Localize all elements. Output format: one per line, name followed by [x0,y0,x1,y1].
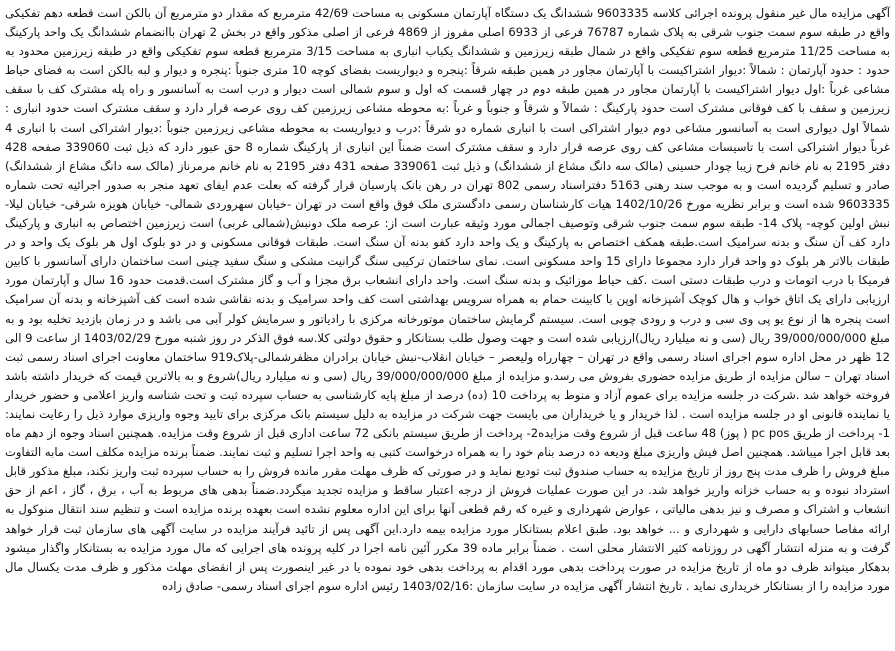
auction-notice-text: آگهی مزایده مال غیر منقول پرونده اجرائی کلاسه 9603335 ششدانگ یک دستگاه آپارتمان مسکونی به مساحت 42/69 مترمربع که مقدار دو مترمربع آن بالکن است قطعه دهم تفکیکی واقع در طبقه سوم سمت جنوب شرقی به پلاک شماره 76787 فرعی از 6933 اصلی مفروز از 4869 فرعی از اصلی مذکور واقع در بخش 2 تهران باانضمام ششدانگ یک واحد پارکینگ به مساحت 11/25 مترمربع قطعه سوم تفکیکی واقع در شمال طبقه زیرزمین و ششدانگ یکباب انباری به مساحت 3/15 مترمربع قطعه سوم تفکیکی واقع در طبقه زیرزمین محدود به حدود : حدود آپارتمان : شمالاً :دیوار اشتراکیست با آپارتمان مجاور در همین طبقه شرقاً :پنجره و دیواریست بفضای کوچه 10 متری جنوباً :پنجره و دیوار و لبه بالکن است به فضای حیاط مشاعی غرباً :اول دیوار اشتراکیست با آپارتمان مجاور در همین طبقه دوم در چهار قسمت که اول و سوم شمالی است دیوار و درب است به آسانسور و راه پله مشترک کف با سقف زیرزمین و سقف با کف فوقانی مشترک است حدود پارکینگ : شمالاً و شرقاً و جنوباً و غرباً :به محوطه مشاعی زیرزمین کف روی عرصه قرار دارد و سقف مشترک است حدود انباری : شمالاً اول دیواری است به آسانسور مشاعی دوم دیوار اشتراکی است با انباری شماره دو شرقاً :درب و دیواریست به محوطه مشاعی زیرزمین جنوباً :دیوار اشتراکی است با انباری 4 غرباً دیوار اشتراکی است با تاسیسات مشاعی کف روی عرصه قرار دارد و سقف مشترک است ضمناً این انباری از پارکینگ شماره 8 حق عبور دارد که ذیل ثبت 339060 صفحه 428 دفتر 2195 به نام خانم فرح زیبا چودار حسینی (مالک سه دانگ مشاع از ششدانگ) و ذیل ثبت 339061 صفحه 431 دفتر 2195 به نام خانم مرمرناز (مالک سه دانگ مشاع از ششدانگ) صادر و تسلیم گردیده است و به موجب سند رهنی 5163 دفتراسناد رسمی 802 تهران در رهن بانک پارسیان قرار گرفته که بعلت عدم ایفای تعهد منجر به صدور اجرائیه تحت شماره 9603335 شده است و برابر نظریه مورخ 1402/10/26 هیات کارشناسان رسمی دادگستری ملک فوق واقع است در تهران -خیابان سهروردی شمالی- خیابان هویزه شرقی- خیابان لیلا-نبش اولین کوچه- پلاک 14- طبقه سوم سمت جنوب شرقی وتوصیف اجمالی مورد وثیقه عبارت است از: عرصه ملک دونبش(شمالی غربی) است زیرزمین اختصاص به انباری و پارکینگ دارد کف آن سنگ و بدنه سرامیک است.طبقه همکف اختصاص به پارکینگ و یک واحد دارد کفو بدنه آن سنگ است. طبقات فوقانی مسکونی و در دو بلوک اول هر بلوک یک واحد و در طبقات بالاتر هر بلوک دو واحد قرار دارد مجموعا دارای 15 واحد مسکونی است. نمای ساختمان ترکیبی سنگ گرانیت مشکی و سنگ سفید چینی است ساختمان دارای آسانسور با کابین فرمیکا با درب اتومات و درب طبقات دستی است .کف حیاط موزائیک و بدنه سنگ است. واحد دارای انشعاب برق مجزا و آب و گاز مشترک است.قدمت حدود 16 سال و آپارتمان مورد ارزیابی دارای یک اتاق خواب و هال کوچک آشپزخانه اوپن با کابینت حمام به همراه سرویس بهداشتی است کف واحد سرامیک و بدنه نقاشی شده است کف آشپزخانه و بدنه آن سرامیک است پنجره ها از نوع یو پی وی سی و درب و رودی چوبی است. سیستم گرمایش ساختمان موتورخانه مرکزی با رادیاتور و سرمایش کولر آبی می باشد و در زمان بازدید تخلیه بود و به مبلغ 39/000/000/000 ریال (سی و نه میلیارد ریال)ارزیابی شده است و جهت وصول طلب بستانکار و حقوق دولتی کلا.سه فوق الذکر در روز شنبه مورخ 1403/02/29 از ساعت 9 الی 12 ظهر در محل اداره سوم اجرای اسناد رسمی واقع در تهران – چهارراه ولیعصر – خیابان انقلاب-نبش خیابان برادران مظفرشمالی-پلاک919 ساختمان معاونت اجرای اسناد رسمی ثبت اسناد تهران – سالن مزایده از طریق مزایده حضوری بفروش می رسد.و مزایده از مبلغ 39/000/000/000 ریال (سی و نه میلیارد ریال)شروع و به بالاترین قیمت که خریدار داشته باشد فروخته خواهد شد .شرکت در جلسه مزایده برای عموم آزاد و منوط به پرداخت 10 (ده) درصد از مبلغ پایه کارشناسی به حساب سپرده ثبت و تحت شناسه واریز اعلامی و حضور خریدار یا نماینده قانونی او در جلسه مزایده است . لذا خریدار و یا خریداران می بایست جهت شرکت در مزایده به دلیل سیستم بانک مرکزی برای تایید وجوه واریزی موارد ذیل را رعایت نمایند: 1- پرداخت از طریق pc pos ( پوز) 48 ساعت قبل از شروع وقت مزایده2- پرداخت از طریق سیستم بانکی 72 ساعت اداری قبل از شروع وقت مزایده. همچنین اسناد وجوه از دهم ماه بعد قابل اجرا میباشد. همچنین اصل فیش واریزی مبلغ ودیعه ده درصد بنام خود را به همراه درخواست کتبی به واحد اجرا تسلیم و ثبت نمایند. ضمناً برنده مزایده مکلف است مابه التفاوت مبلغ فروش را ظرف مدت پنج روز از تاریخ مزایده به حساب صندوق ثبت تودیع نماید و در صورتی که ظرف مهلت مقرر مانده فروش را به حساب سپرده ثبت واریز نکند، مبلغ مذکور قابل استرداد نبوده و به حساب خزانه واریز خواهد شد. در این صورت عملیات فروش از درجه اعتبار ساقط و مزایده تجدید میگردد.ضمناً بدهی های مربوط به آب ، برق ، گاز ، اعم از حق انشعاب و اشتراک و مصرف و نیز بدهی مالیاتی ، عوارض شهرداری و غیره که رقم قطعی آنها برای این اداره معلوم نشده است بعهده برنده مزایده است و تنظیم سند انتقال منوکول به ارائه مفاصا حسابهای دارایی و شهرداری و ... خواهد بود. طبق اعلام بستانکار مورد مزایده بیمه دارد.این آگهی پس از تائید فرآیند مزایده در سایت آگهی های سازمان ثبت قرار خواهد گرفت و به منزله انتشار آگهی در روزنامه کثیر الانتشار محلی است . ضمناً برابر ماده 39 مکرر آئین نامه اجرا در کلیه پرونده های اجرایی که مال مورد مزایده به بستانکار واگذار میشود بدهکار میتواند ظرف دو ماه از تاریخ مزایده در صورت پرداخت بدهی مورد اقدام به پرداخت بدهی خود نموده یا در غیر اینصورت پس از انقضای مهلت مذکور و ظرف مدت یکسال مال مورد مزایده را از بستانکار خریداری نماید . تاریخ انتشار آگهی مزایده در سایت سازمان :1403/02/16 رئیس اداره سوم اجرای اسناد رسمی- صادق زاده [5,6,891,593]
